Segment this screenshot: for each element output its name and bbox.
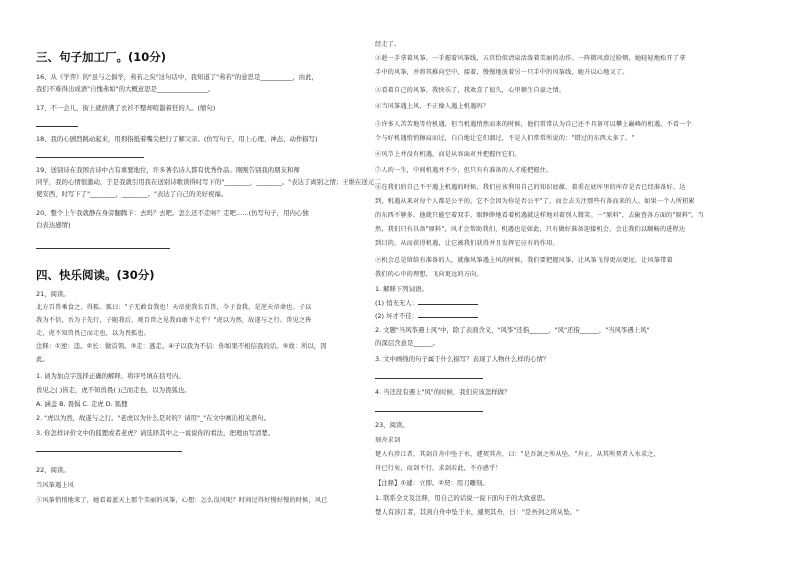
question-21: 21、阅读。 <box>36 290 70 298</box>
classical-text-line3: 走，虎不知兽畏己而走也，以为畏狐也。 <box>36 330 151 337</box>
right-question-2-line2: 的深层含意是______。 <box>375 339 439 347</box>
story-line: 经走了。 <box>375 41 401 48</box>
text-23-line2: 舟已行矣，而剑不行，求剑若此，不亦惑乎！ <box>375 465 502 472</box>
right-question-3: 3. 文中画线的句子属于什么描写？表现了人物什么样的心情？ <box>375 355 550 363</box>
right-question-2-line1: 2. 文题"当风筝遇上风"中，除了表面含义，"风筝"还指______，"风"还指______，"当风筝遇上风" <box>375 326 650 334</box>
sub-question-1: 1. 请为加点字选择正确的解释，将序号填在括号内。 <box>36 372 185 380</box>
note-line2: 此。 <box>36 355 49 363</box>
story-line: ④当风筝遇上风，不正像人遇上机遇吗？ <box>375 103 490 110</box>
story-line: 我们的心中的理想，飞向更远的方向。 <box>375 271 483 278</box>
story-line: ⑧在我们的自己不平遇上机遇的时候，我们应该利用自己的知识底蕴，着重在底库里的库存是否已经准备好。达 <box>375 184 686 191</box>
question-23: 23、阅读。 <box>375 421 409 429</box>
text-23-title: 刻舟求剑 <box>375 437 401 444</box>
story-paragraph-1: ①风筝悄悄地来了，她看着蓝天上那个美丽的风筝，心想：怎么没风呢？时间过得好慢好慢的时候，风已 <box>36 497 328 504</box>
text-23-line1: 楚人有涉江者，其剑自舟中坠于水，遽契其舟，曰："是吾剑之所从坠。"舟止，从其所契者入水求之， <box>375 451 660 458</box>
sub-question-2: 2. "虎以为然，故遂与之行。"老虎以为什么是对的？请用"_"在文中画出相关语句。 <box>36 414 270 422</box>
story-line: ⑦人的一生，中间机遇并不少，但只有有准备的人才能把握住。 <box>375 167 553 174</box>
story-line: 的东西不够多，他就只能空着双手，眼睁睁地看着机遇就这样地对着别人微笑。一"原料"，去偷查各方面的"原料"。当 <box>375 212 704 219</box>
story-line: 到，机遇从来对每个人都是公平的，它不会因为你是否公平"了，而会去关注那些有备而来的人。如果一个人所积累 <box>375 198 695 205</box>
answer-line <box>375 378 483 379</box>
right-question-5-sentence: 楚人有涉江者，其剑自舟中坠于水，遽契其舟，曰："是吾剑之所从坠。" <box>375 508 579 516</box>
question-20-line2: 白表达感情) <box>36 221 71 229</box>
answer-line <box>36 157 144 158</box>
answer-line <box>418 311 478 318</box>
note-line1: 注释：①逆：违。②长：做首领。③走：逃走。④子以我为不信：你如果不相信我的话。⑤故：所以，因 <box>36 342 327 350</box>
story-line: ⑤许多人苦苦地等待机遇，但当机遇悄然而来的时候，他们常常认为自己还不具备可以攀上巅峰的机遇，不看一个 <box>375 121 692 128</box>
right-question-4: 4. 当还没有遇上"风"的时候，我们应该怎样做？ <box>375 388 511 396</box>
right-question-5: 1. 联系全文及注释，用自己的话说一说下面句子的大致意思。 <box>375 494 550 502</box>
question-19-line1: 19、送别诗在我国古诗中占有重要地位，许多著名诗人都有优秀作品。刚刚告别我的朋友和师 <box>36 166 300 174</box>
sub-question-1-blanks: 兽见之( )皆走，虎不知兽畏( )己而走也，以为畏狐也。 <box>36 386 191 394</box>
story-line: 个与好机遇悄悄擦肩而过，白白地让它们溜过，不是人们常常所说的："错过的东西太多了。" <box>375 135 635 142</box>
right-question-1a <box>375 298 478 308</box>
sub-question-3: 3. 你怎样评价文中的狐狸或者老虎？请选择其中之一说说你的看法，把理由写清楚。 <box>36 429 275 437</box>
answer-line <box>36 248 170 249</box>
classical-text-line2: 我为不信，吾为子先行，子随我后，观百兽之见我而敢不走乎？"虎以为然，故遂与之行。兽见之皆 <box>36 317 312 324</box>
answer-line <box>375 411 483 412</box>
section-3-heading: 三、句子加工厂。(10分) <box>36 50 167 64</box>
story-line: ③看着自己的风筝，我快乐了，我欢喜了很久，心里顿生自豪之情。 <box>375 87 566 94</box>
story-line: ⑥风节上并没有机遇，而是从容面对并把握住它们。 <box>375 151 521 158</box>
question-19-line2: 同学，我的心情很激动，于是我就引用我在送别诗歌读得时写下的"________，________。"表达了离别之情；王维在送元二 <box>36 178 381 186</box>
story-line: ②趁一手拿着风筝，一手握着风筝线，五官恰似清泉活泼着美丽的动作。一阵微风滑过脸颊，她轻轻地松开了拿 <box>375 55 686 62</box>
question-16-line1: 16、从《学弈》的"虽与之俱学，弗若之矣"这句话中，我知道了"弗若"的意思是__________，由此， <box>36 73 318 81</box>
question-20-line1: 20、整个上午我就静在身旁翻腾下：去吗？去吧。怎么还不走呀？走吧……(仿写句子，用内心独 <box>36 209 309 217</box>
question-19-line3: 使安西，时写下了"________，________。"表达了自己的美好祝福。 <box>36 190 228 198</box>
right-question-1a-label: (1) 悄无无人： <box>375 299 419 307</box>
story-line: 手中的风筝，并将其推向空中，接着，慢慢地放着另一只手中的风筝线，她升以心地又了。 <box>375 69 629 76</box>
answer-line <box>418 298 478 305</box>
question-22: 22、阅读。 <box>36 466 70 474</box>
answer-line <box>36 126 78 127</box>
classical-text-line1: 北方百兽乘食之，得狐。狐曰："子无敢食我也！天帝使我长百兽，今子食我，是逆天帝命也。子以 <box>36 304 312 311</box>
section-4-heading: 四、快乐阅读。(30分) <box>36 268 155 282</box>
right-question-1b-label: (2) 坏才不佳： <box>375 312 419 320</box>
right-question-1: 1. 解释下列词语。 <box>375 285 428 293</box>
story-line: ⑨机会总是留给有准备的人，就像风筝遇上风的时候，我们要把握风筝，让风筝飞得更高更远，让风筝带着 <box>375 257 673 264</box>
question-17: 17、不一会儿，街上就挤满了衣衫不整却喧嚣着狂的人。(缩句) <box>36 104 216 112</box>
answer-line <box>36 451 182 452</box>
question-16-line2: 我们不难得出成语"自愧弗如"的大概意思是________________。 <box>36 85 215 93</box>
story-line: 然，我们只有具备"原料"，风才会帮助我们，机遇也是如此，只有做好准备迎接机会，会让我们以顺畅的进程达 <box>375 226 686 233</box>
story-line: 到目的，从而获得机遇，让它被我们获得并且发挥它应有的作用。 <box>375 240 559 247</box>
question-18: 18、我的心剧烈跳动起来，用拇指抵着嘴尖把行了解父亲。(仿写句子，用上心理、神态、动作描写) <box>36 135 318 143</box>
right-question-1b <box>375 311 478 321</box>
story-title: 当风筝遇上风 <box>36 482 75 489</box>
text-23-note: 【注释】①遽：立即。②契：用刀雕刻。 <box>375 479 489 487</box>
sub-question-1-options: A. 涵盖 B. 畏惧 C. 走虎 D. 狐狸 <box>36 400 128 408</box>
